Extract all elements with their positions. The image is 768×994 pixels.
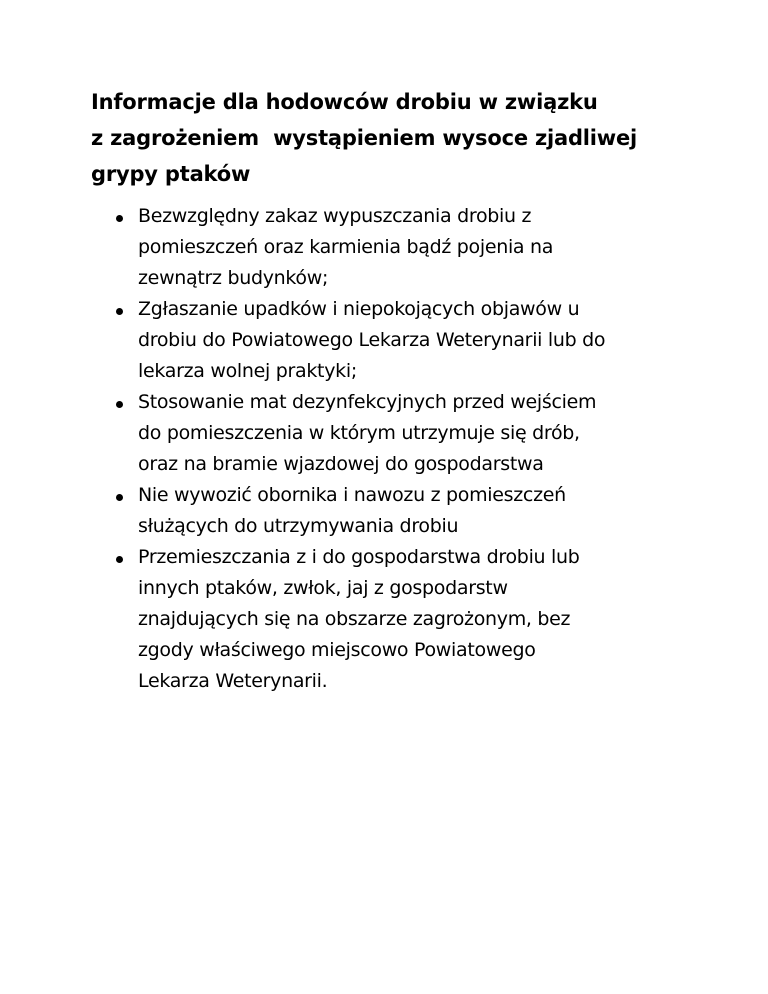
bullet-icon: [116, 401, 123, 408]
list-item-line: pomieszczeń oraz karmienia bądź pojenia na: [138, 236, 554, 258]
list-item-line: Przemieszczania z i do gospodarstwa drobiu lub: [138, 546, 580, 568]
list-item-line: Lekarza Weterynarii.: [138, 670, 328, 692]
bullet-list: [138, 201, 738, 697]
title-line: z zagrożeniem wystąpieniem wysoce zjadliwej: [91, 126, 638, 150]
list-item-line: znajdujących się na obszarze zagrożonym, bez: [138, 608, 571, 630]
list-item: [138, 294, 738, 387]
document-title: [91, 84, 711, 192]
list-item: [138, 542, 738, 697]
bullet-icon: [116, 215, 123, 222]
list-item-line: drobiu do Powiatowego Lekarza Weterynarii lub do: [138, 329, 606, 351]
list-item-line: lekarza wolnej praktyki;: [138, 360, 357, 382]
list-item-line: oraz na bramie wjazdowej do gospodarstwa: [138, 453, 544, 475]
list-item-line: Nie wywozić obornika i nawozu z pomieszczeń: [138, 484, 566, 506]
list-item-line: zgody właściwego miejscowo Powiatowego: [138, 639, 536, 661]
bullet-icon: [116, 556, 123, 563]
list-item-line: Bezwzględny zakaz wypuszczania drobiu z: [138, 205, 532, 227]
list-item-line: Zgłaszanie upadków i niepokojących objawów u: [138, 298, 580, 320]
bullet-icon: [116, 494, 123, 501]
list-item-line: zewnątrz budynków;: [138, 267, 329, 289]
title-line: Informacje dla hodowców drobiu w związku: [91, 90, 598, 114]
list-item: [138, 480, 738, 542]
list-item: [138, 387, 738, 480]
list-item-line: Stosowanie mat dezynfekcyjnych przed wejściem: [138, 391, 597, 413]
title-line: grypy ptaków: [91, 162, 251, 186]
list-item-line: do pomieszczenia w którym utrzymuje się drób,: [138, 422, 580, 444]
bullet-icon: [116, 308, 123, 315]
list-item-line: służących do utrzymywania drobiu: [138, 515, 459, 537]
list-item-line: innych ptaków, zwłok, jaj z gospodarstw: [138, 577, 508, 599]
list-item: [138, 201, 738, 294]
